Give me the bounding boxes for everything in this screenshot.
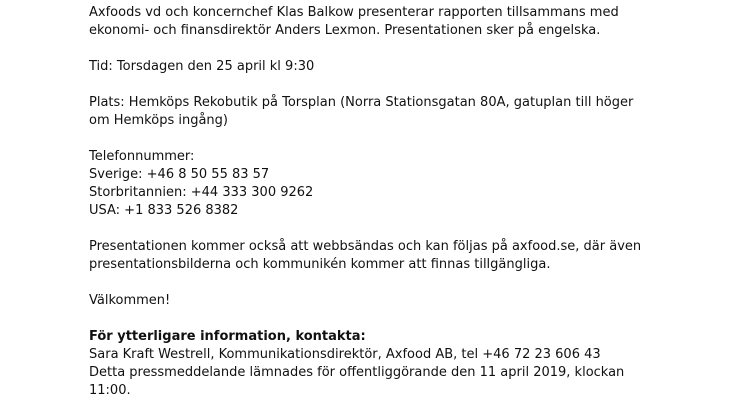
phone-sweden: Sverige: +46 8 50 55 83 57 [89,167,270,182]
place-line-2: om Hemköps ingång) [89,113,228,128]
webcast-paragraph [89,238,689,274]
intro-line-2: ekonomi- och finansdirektör Anders Lexmon. Presentationen sker på engelska. [89,23,601,38]
release-notice-line-1: Detta pressmeddelande lämnades för offentliggörande den 11 april 2019, klockan [89,365,625,380]
place-paragraph [89,94,689,130]
axfood-link[interactable]: axfood.se [511,239,576,254]
webcast-text-after: , där även [575,239,642,254]
webcast-text-before: Presentationen kommer också att webbsändas och kan följas på [89,239,512,254]
contact-paragraph [89,328,689,400]
phone-uk: Storbritannien: +44 333 300 9262 [89,185,314,200]
webcast-line-2: presentationsbilderna och kommunikén kommer att finnas tillgängliga. [89,257,551,272]
phone-usa: USA: +1 833 526 8382 [89,203,239,218]
intro-line-1: Axfoods vd och koncernchef Klas Balkow presenterar rapporten tillsammans med [89,5,619,20]
welcome-paragraph [89,292,689,310]
release-notice-line-2: 11:00. [89,383,131,398]
time-text: Tid: Torsdagen den 25 april kl 9:30 [89,59,315,74]
intro-paragraph [89,4,689,40]
webcast-line-1 [89,238,689,256]
phone-paragraph [89,148,689,220]
contact-person: Sara Kraft Westrell, Kommunikationsdirektör, Axfood AB, tel +46 72 23 606 43 [89,347,601,362]
welcome-text: Välkommen! [89,293,171,308]
press-release-body [89,4,689,400]
time-paragraph [89,58,689,76]
phone-heading: Telefonnummer: [89,149,195,164]
contact-heading: För ytterligare information, kontakta: [89,329,366,344]
place-line-1: Plats: Hemköps Rekobutik på Torsplan (Norra Stationsgatan 80A, gatuplan till höger [89,95,634,110]
